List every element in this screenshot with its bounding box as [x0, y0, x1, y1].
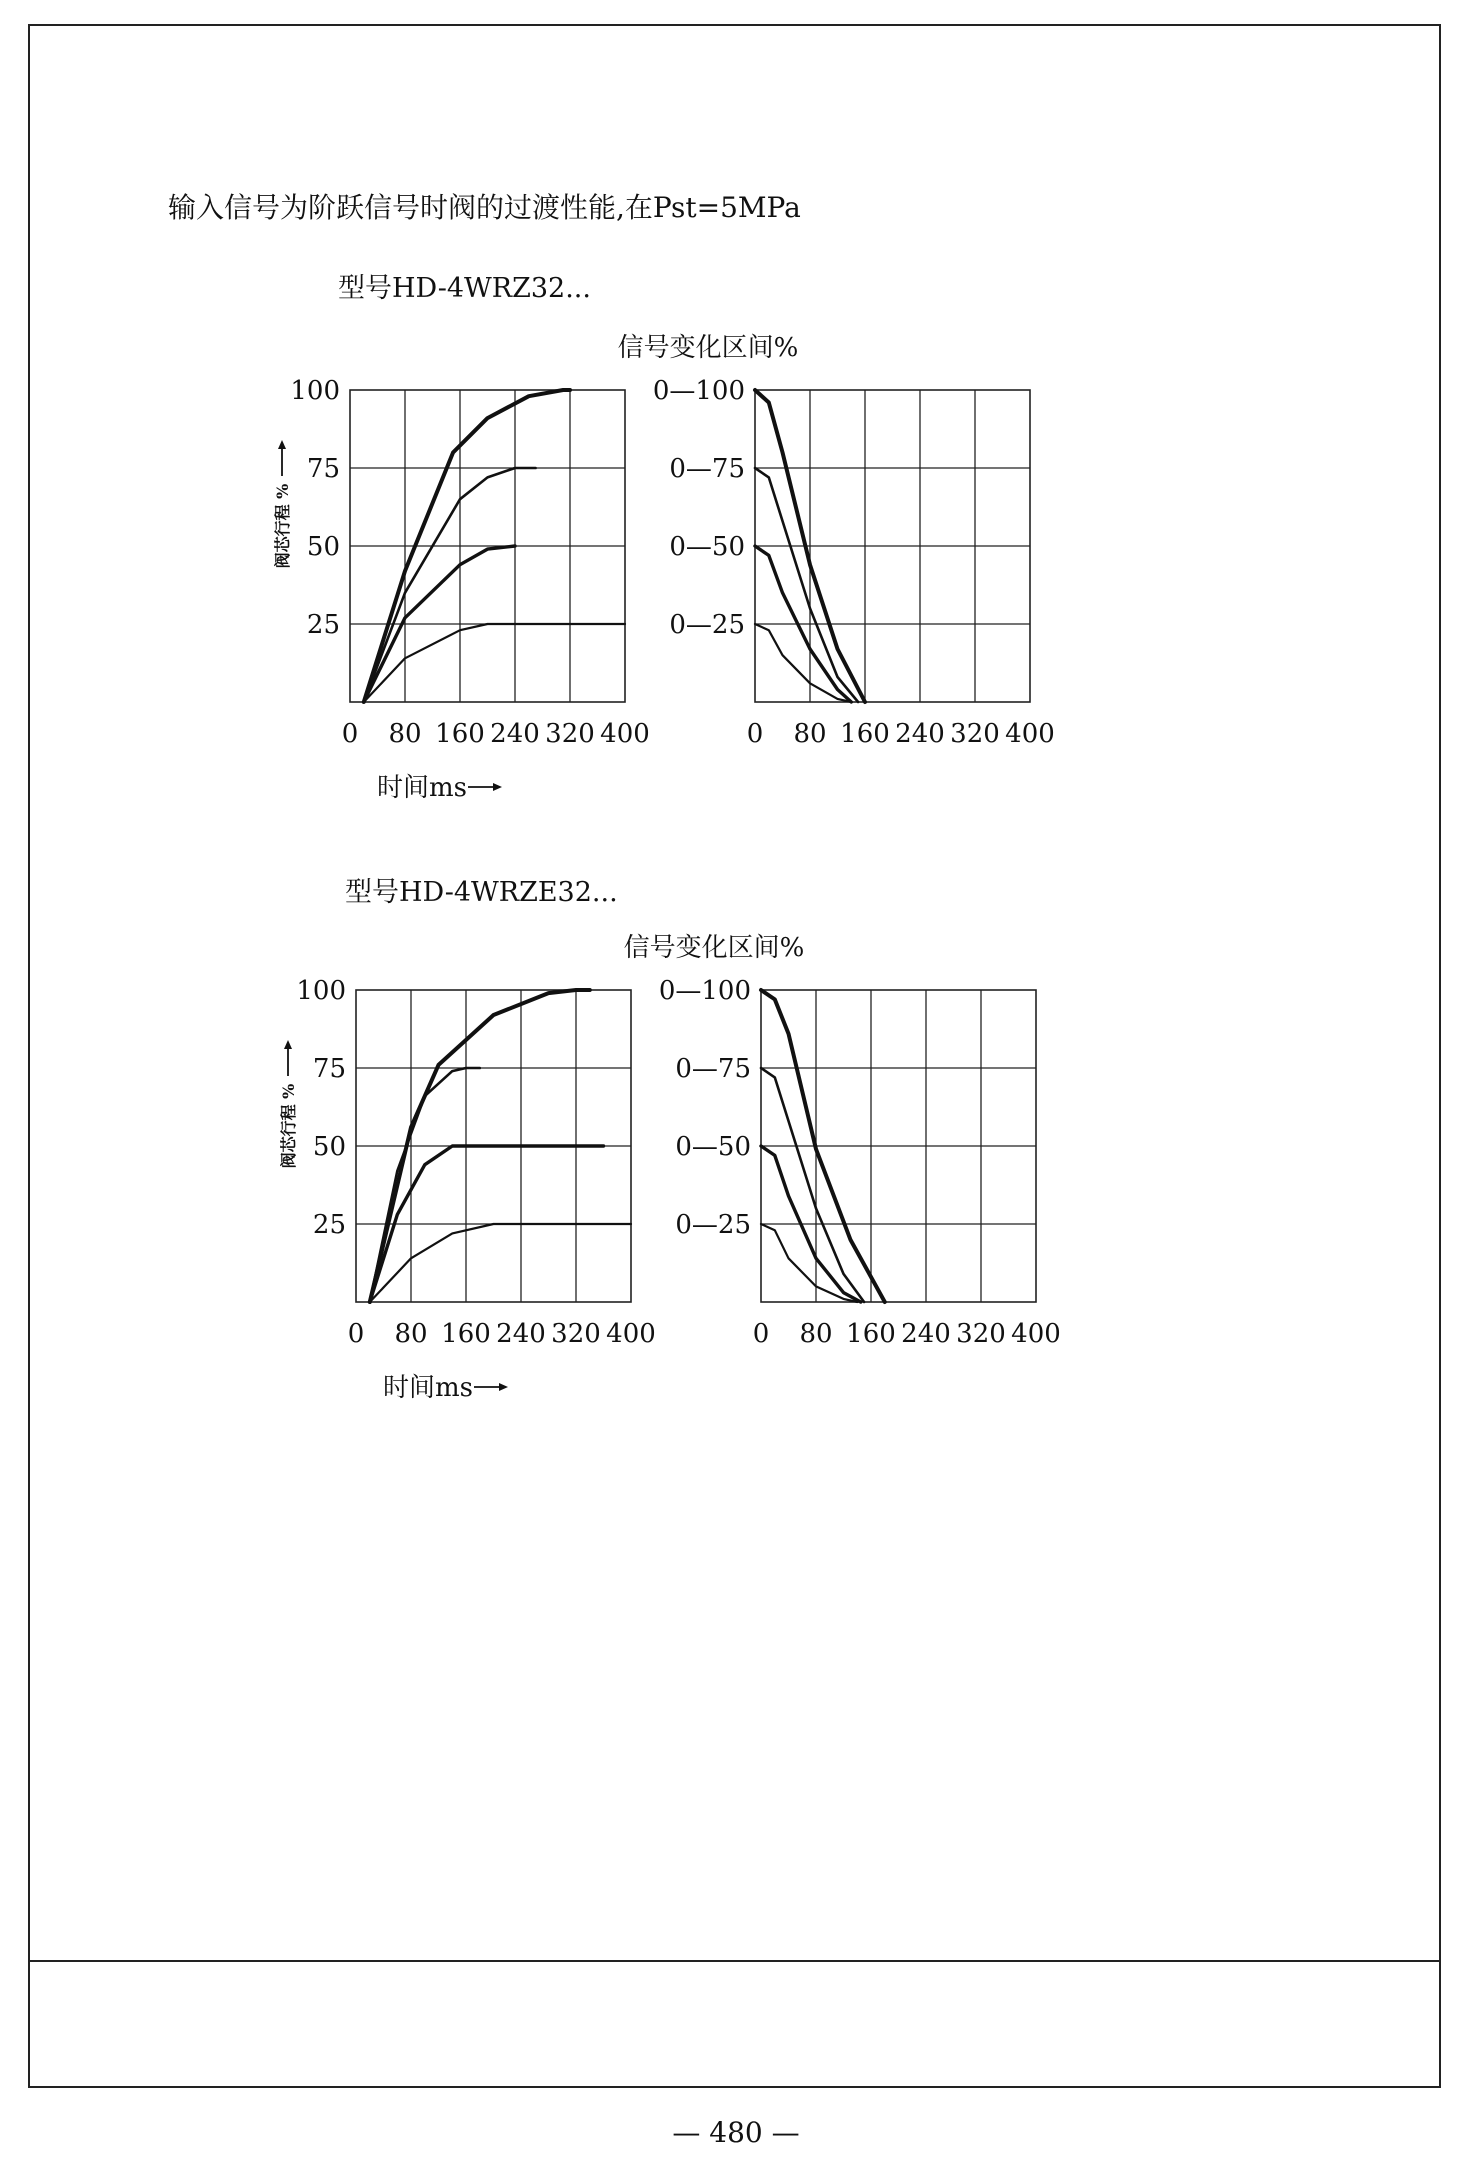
x-axis-label: 时间ms [383, 1373, 473, 1403]
x-tick-label: 240 [895, 719, 945, 749]
model-label: 型号HD-4WRZE32... [345, 877, 618, 908]
y-tick-label: 0—100 [652, 376, 745, 406]
x-tick-label: 0 [347, 1319, 365, 1349]
up-arrow-icon [278, 440, 286, 449]
document-heading: 输入信号为阶跃信号时阀的过渡性能,在Pst=5MPa [168, 191, 801, 224]
x-tick-label: 160 [441, 1319, 491, 1349]
x-tick-label: 80 [793, 719, 827, 749]
x-tick-label: 160 [846, 1319, 896, 1349]
y-tick-label: 0—50 [669, 532, 745, 562]
y-tick-label: 0—50 [675, 1132, 751, 1162]
signal-range-label: 信号变化区间% [623, 933, 805, 963]
y-tick-label: 75 [312, 1054, 346, 1084]
y-tick-label: 100 [296, 976, 346, 1006]
series-line [370, 1224, 631, 1302]
x-tick-label: 320 [551, 1319, 601, 1349]
x-tick-label: 160 [840, 719, 890, 749]
x-tick-label: 320 [956, 1319, 1006, 1349]
x-tick-label: 0 [341, 719, 359, 749]
model-label: 型号HD-4WRZ32... [338, 273, 591, 304]
series-line [755, 468, 858, 702]
page-number: — 480 — [672, 2116, 800, 2149]
right-arrow-icon [499, 1383, 508, 1391]
series-line [364, 468, 536, 702]
series-line [364, 624, 625, 702]
y-tick-label: 25 [312, 1210, 346, 1240]
x-tick-label: 400 [1011, 1319, 1061, 1349]
x-tick-label: 320 [545, 719, 595, 749]
y-axis-label: 阀芯行程 % [279, 1083, 298, 1169]
series-line [370, 1068, 480, 1302]
signal-range-label: 信号变化区间% [617, 333, 799, 363]
y-tick-label: 25 [306, 610, 340, 640]
series-line [761, 1068, 864, 1302]
x-tick-label: 0 [752, 1319, 770, 1349]
y-axis-label: 阀芯行程 % [273, 483, 292, 569]
x-tick-label: 400 [1005, 719, 1055, 749]
x-tick-label: 240 [490, 719, 540, 749]
up-arrow-icon [284, 1040, 292, 1049]
x-tick-label: 0 [746, 719, 764, 749]
x-axis-label: 时间ms [377, 773, 467, 803]
y-tick-label: 0—25 [669, 610, 745, 640]
x-tick-label: 240 [901, 1319, 951, 1349]
y-tick-label: 0—100 [658, 976, 751, 1006]
x-tick-label: 80 [799, 1319, 833, 1349]
y-tick-label: 50 [306, 532, 340, 562]
x-tick-label: 80 [394, 1319, 428, 1349]
x-tick-label: 160 [435, 719, 485, 749]
x-tick-label: 400 [600, 719, 650, 749]
y-tick-label: 0—25 [675, 1210, 751, 1240]
x-tick-label: 320 [950, 719, 1000, 749]
y-tick-label: 50 [312, 1132, 346, 1162]
right-arrow-icon [493, 783, 502, 791]
x-tick-label: 240 [496, 1319, 546, 1349]
y-tick-label: 0—75 [669, 454, 745, 484]
x-tick-label: 80 [388, 719, 422, 749]
y-tick-label: 0—75 [675, 1054, 751, 1084]
y-tick-label: 100 [290, 376, 340, 406]
y-tick-label: 75 [306, 454, 340, 484]
x-tick-label: 400 [606, 1319, 656, 1349]
